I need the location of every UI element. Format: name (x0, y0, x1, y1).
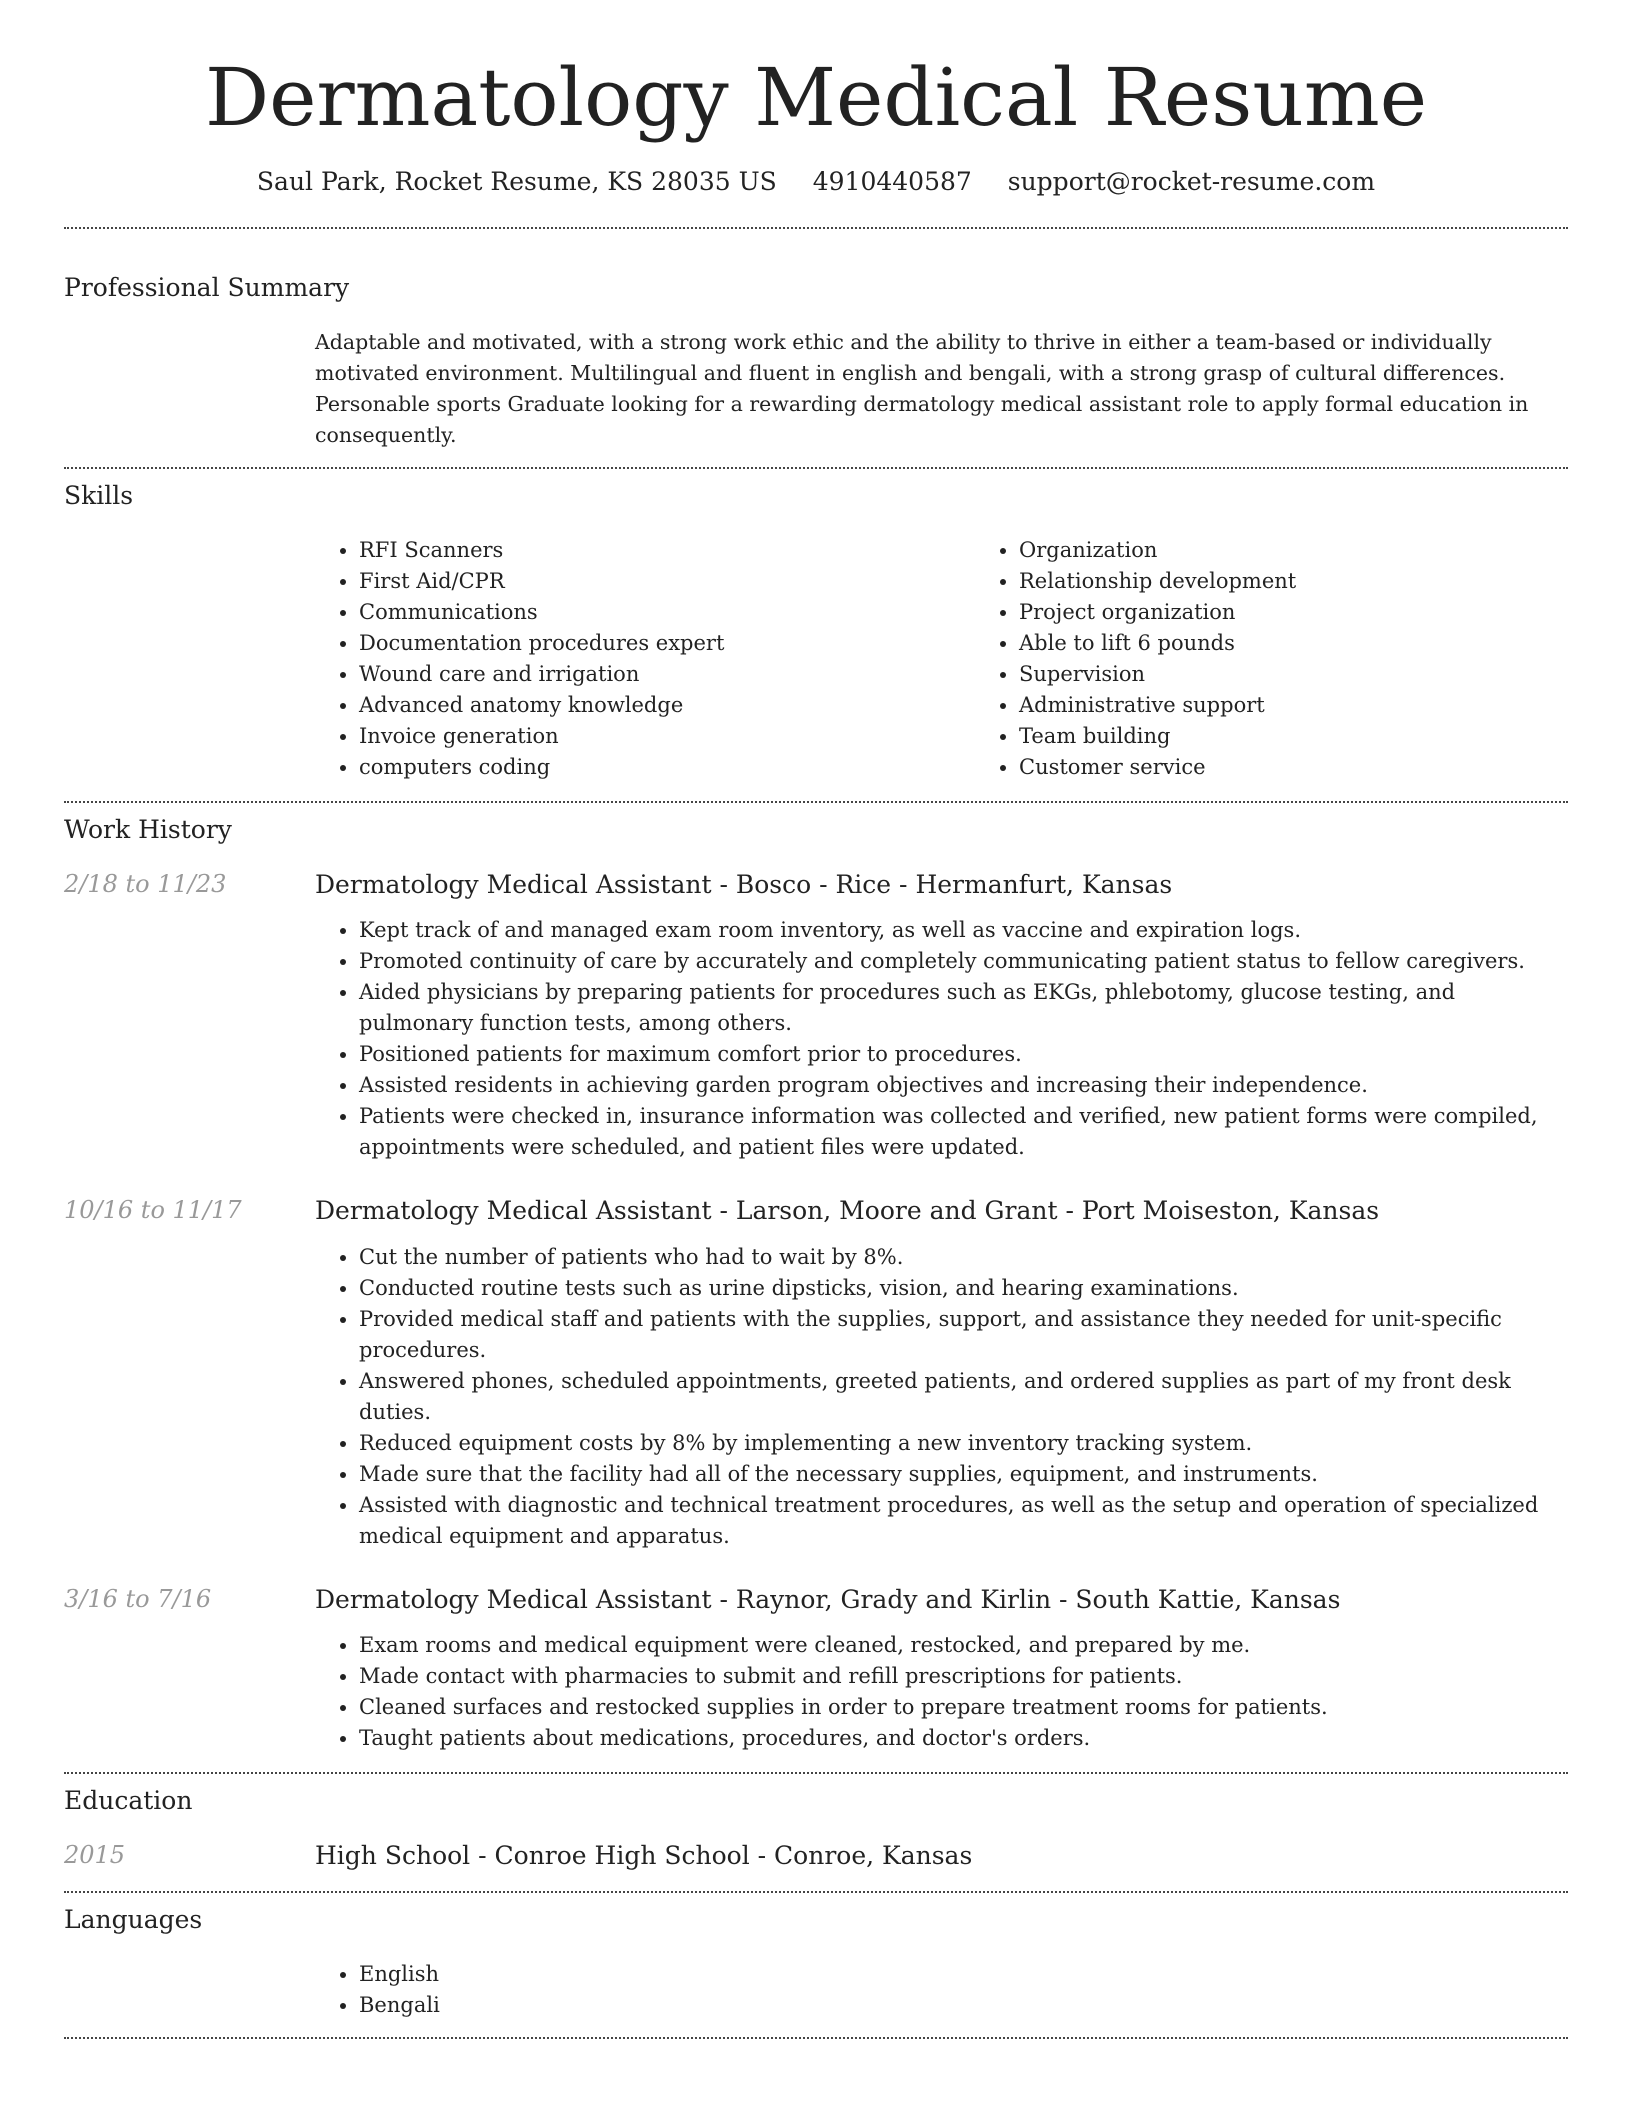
list-item: • Made contact with pharmacies to submit and refill prescriptions for patients. (359, 1661, 1568, 1692)
contact-address: Saul Park, Rocket Resume, KS 28035 US (256, 167, 777, 196)
job-dates: 10/16 to 11/17 (64, 1196, 242, 1224)
job-duties (315, 915, 1568, 1163)
list-item: • computers coding (359, 752, 975, 783)
list-item: • Assisted with diagnostic and technical treatment procedures, as well as the setup and operation of specialized medical equipment and apparatus. (359, 1490, 1568, 1552)
job-title: Dermatology Medical Assistant - Bosco - Rice - Hermanfurt, Kansas (315, 869, 1173, 899)
job-dates: 3/16 to 7/16 (64, 1584, 212, 1613)
list-item: • Invoice generation (359, 721, 975, 752)
list-item: • Cleaned surfaces and restocked supplies in order to prepare treatment rooms for patients. (359, 1692, 1568, 1723)
list-item: • Communications (359, 597, 975, 628)
list-item: • Reduced equipment costs by 8% by implementing a new inventory tracking system. (359, 1428, 1568, 1459)
list-item: • Organization (1019, 535, 1632, 566)
list-item: • Project organization (1019, 597, 1632, 628)
skills-list-left (315, 535, 975, 783)
list-item: • Answered phones, scheduled appointments, greeted patients, and ordered supplies as part of my front desk duties. (359, 1366, 1568, 1428)
contact-line (64, 166, 1568, 199)
list-item: • English (359, 1959, 1568, 1990)
resume-title: Dermatology Medical Resume (204, 51, 1428, 144)
education-heading: Education (64, 1786, 193, 1815)
list-item: • Conducted routine tests such as urine dipsticks, vision, and hearing examinations. (359, 1273, 1568, 1304)
list-item: • Aided physicians by preparing patients for procedures such as EKGs, phlebotomy, glucose testing, and pulmonary function tests, among others. (359, 977, 1568, 1039)
list-item: • Promoted continuity of care by accurately and completely communicating patient status to fellow caregivers. (359, 946, 1568, 977)
job-title: Dermatology Medical Assistant - Raynor, Grady and Kirlin - South Kattie, Kansas (315, 1584, 1341, 1614)
divider (64, 1772, 1568, 1774)
job-dates: 2/18 to 11/23 (64, 869, 227, 898)
list-item: • Made sure that the facility had all of the necessary supplies, equipment, and instruments. (359, 1459, 1568, 1490)
list-item: • First Aid/CPR (359, 566, 975, 597)
list-item: • Administrative support (1019, 690, 1632, 721)
divider (64, 801, 1568, 803)
skills-left-spacer (64, 535, 315, 783)
languages-left-spacer (64, 1959, 315, 2021)
languages-section (64, 1905, 1568, 2021)
list-item: • Assisted residents in achieving garden program objectives and increasing their independence. (359, 1070, 1568, 1101)
summary-text: Adaptable and motivated, with a strong work ethic and the ability to thrive in either a team-based or individually motivated environment. Multilingual and fluent in english and bengali, with a strong grasp of cultural differences. Personable sports Graduate looking for a rewarding dermatology medical assistant role to apply formal education in consequently. (315, 329, 1529, 447)
contact-phone: 4910440587 (812, 167, 972, 196)
list-item: • Cut the number of patients who had to wait by 8%. (359, 1242, 1568, 1273)
job-entry (64, 869, 1568, 1164)
list-item: • Positioned patients for maximum comfort prior to procedures. (359, 1039, 1568, 1070)
skills-section (64, 481, 1568, 783)
work-heading: Work History (64, 814, 232, 844)
list-item: • Exam rooms and medical equipment were cleaned, restocked, and prepared by me. (359, 1630, 1568, 1661)
education-section (64, 1786, 1568, 1873)
list-item: • Advanced anatomy knowledge (359, 690, 975, 721)
languages-list (315, 1959, 1568, 2021)
list-item: • Provided medical staff and patients with the supplies, support, and assistance they needed for unit-specific procedures. (359, 1304, 1568, 1366)
summary-left-spacer (64, 327, 315, 451)
education-text: High School - Conroe High School - Conroe, Kansas (315, 1841, 973, 1870)
list-item: • Wound care and irrigation (359, 659, 975, 690)
list-item: • Taught patients about medications, procedures, and doctor's orders. (359, 1723, 1568, 1754)
job-entry (64, 1195, 1568, 1552)
list-item: • Patients were checked in, insurance information was collected and verified, new patient forms were compiled, appointments were scheduled, and patient files were updated. (359, 1101, 1568, 1163)
list-item: • Team building (1019, 721, 1632, 752)
job-title: Dermatology Medical Assistant - Larson, Moore and Grant - Port Moiseston, Kansas (315, 1196, 1380, 1225)
summary-section (64, 273, 1568, 451)
list-item: • Customer service (1019, 752, 1632, 783)
job-duties (315, 1630, 1568, 1754)
education-year: 2015 (64, 1841, 126, 1869)
divider (64, 1891, 1568, 1893)
divider (64, 467, 1568, 469)
list-item: • Documentation procedures expert (359, 628, 975, 659)
education-entry (64, 1840, 1568, 1873)
list-item: • RFI Scanners (359, 535, 975, 566)
list-item: • Supervision (1019, 659, 1632, 690)
languages-heading: Languages (64, 1904, 203, 1934)
list-item: • Relationship development (1019, 566, 1632, 597)
job-entry (64, 1584, 1568, 1755)
contact-email: support@rocket-resume.com (1007, 167, 1376, 196)
list-item: • Kept track of and managed exam room inventory, as well as vaccine and expiration logs. (359, 915, 1568, 946)
list-item: • Bengali (359, 1990, 1568, 2021)
skills-heading: Skills (64, 480, 134, 510)
divider (64, 2037, 1568, 2039)
skills-list-right (975, 535, 1632, 783)
summary-heading: Professional Summary (64, 272, 350, 302)
list-item: • Able to lift 6 pounds (1019, 628, 1632, 659)
work-section (64, 815, 1568, 1755)
divider (64, 227, 1568, 229)
job-duties (315, 1242, 1568, 1552)
